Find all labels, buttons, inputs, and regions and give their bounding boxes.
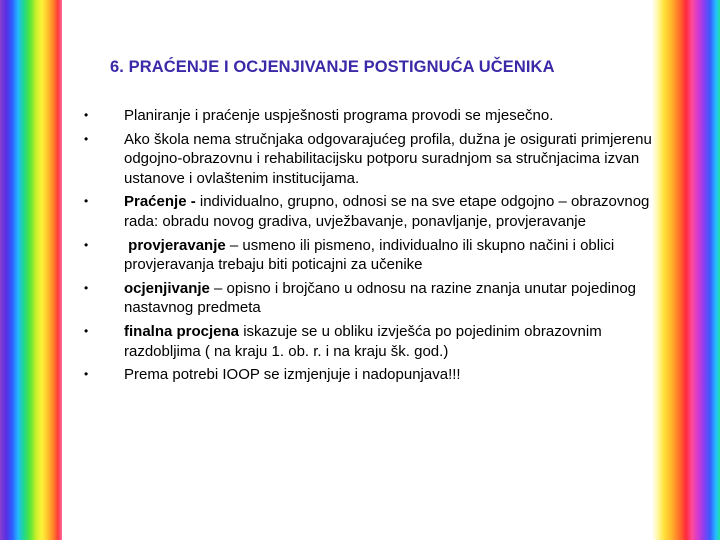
- list-item: [80, 279, 660, 318]
- list-item: [80, 106, 660, 126]
- bullet-text: iskazuje se u obliku izvješća po pojedinim obrazovnim razdobljima ( na kraju 1. ob. r. i na kraju šk. god.): [124, 322, 602, 360]
- bullet-text: Prema potrebi IOOP se izmjenjuje i nadopunjava!!!: [124, 366, 461, 384]
- bullet-text: Planiranje i praćenje uspješnosti programa provodi se mjesečno.: [124, 107, 554, 124]
- list-item: [80, 322, 660, 361]
- list-item: [80, 192, 660, 231]
- bullet-text: individualno, grupno, odnosi se na sve etape odgojno – obrazovnog rada: obradu novog gradiva, uvježbavanje, ponavljanje, provjeravanje: [124, 193, 650, 230]
- bullet-lead: ocjenjivanje: [124, 279, 210, 297]
- bullet-text: – usmeno ili pismeno, individualno ili skupno načini i oblici provjeravanja trebaju biti poticajni za učenike: [124, 236, 615, 274]
- bullet-icon: •: [84, 280, 89, 295]
- bullet-icon: •: [84, 131, 89, 146]
- list-item: [80, 365, 660, 385]
- rainbow-stripe-right: [652, 0, 720, 540]
- bullet-list: [80, 106, 660, 389]
- bullet-icon: •: [84, 237, 89, 252]
- bullet-text: Ako škola nema stručnjaka odgovarajućeg profila, dužna je osigurati primjerenu odgojno-obrazovnu i rehabilitacijsku potporu suradnjom sa stručnjacima izvan ustanove i ovlaštenim institucijama.: [124, 130, 652, 187]
- bullet-icon: •: [84, 367, 89, 382]
- slide-title: 6. PRAĆENJE I OCJENJIVANJE POSTIGNUĆA UČENIKA: [110, 58, 555, 76]
- bullet-lead: provjeravanje: [124, 236, 226, 254]
- list-item: [80, 236, 660, 275]
- list-item: [80, 130, 660, 189]
- bullet-lead: finalna procjena: [124, 322, 240, 340]
- bullet-text: – opisno i brojčano u odnosu na razine znanja unutar pojedinog nastavnog predmeta: [124, 279, 637, 317]
- bullet-icon: •: [84, 108, 89, 122]
- bullet-lead: Praćenje -: [124, 193, 196, 211]
- slide-content: [80, 0, 655, 540]
- bullet-icon: •: [84, 323, 89, 338]
- rainbow-stripe-left: [0, 0, 62, 540]
- bullet-icon: •: [84, 194, 89, 209]
